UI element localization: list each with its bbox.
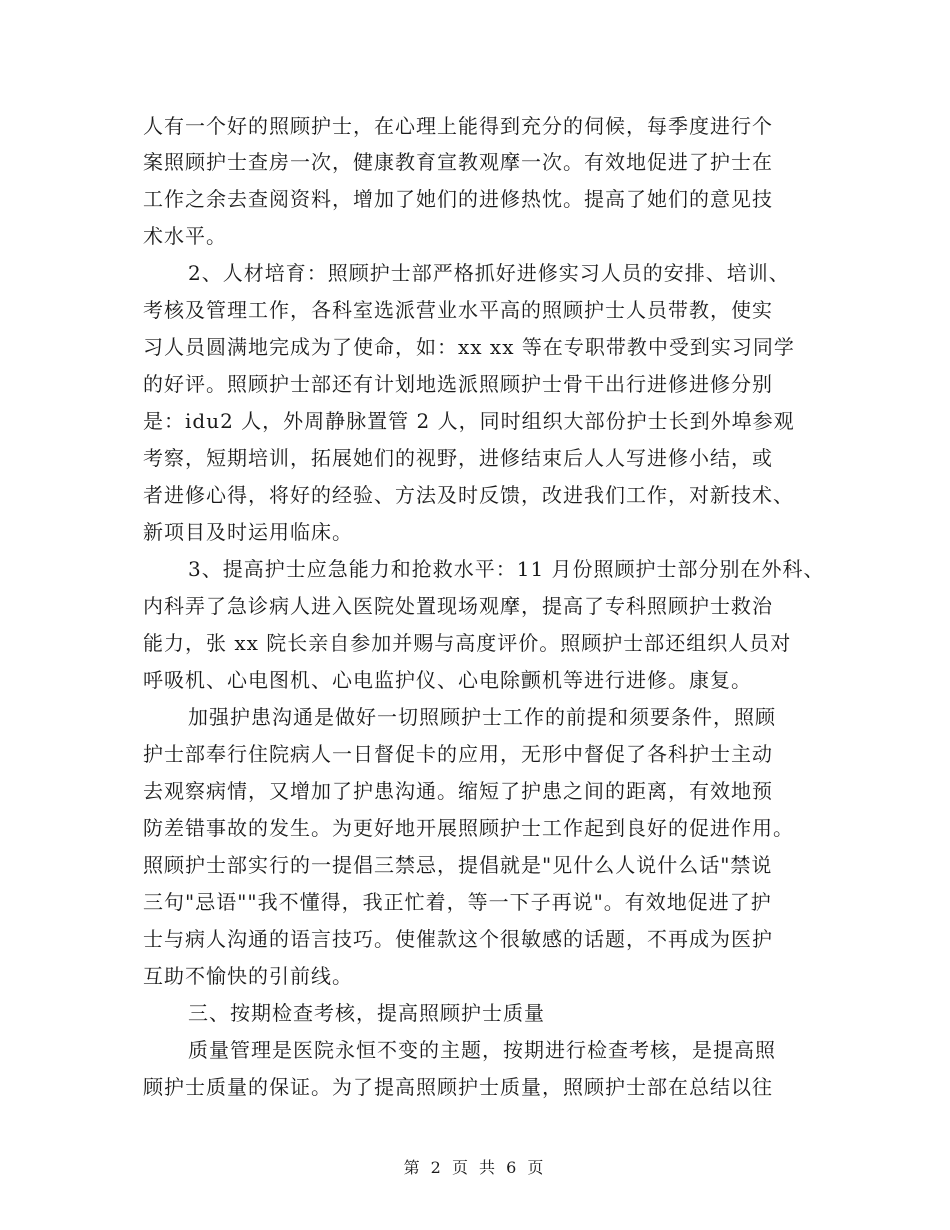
- paragraph-line: 加强护患沟通是做好一切照顾护士工作的前提和须要条件，照顾: [188, 705, 776, 729]
- paragraph-line: 呼吸机、心电图机、心电监护仪、心电除颤机等进行进修。康复。: [143, 668, 752, 692]
- paragraph-line: 者进修心得，将好的经验、方法及时反馈，改进我们工作，对新技术、: [143, 483, 794, 507]
- paragraph-line: 3、提高护士应急能力和抢救水平：11 月份照顾护士部分别在外科、: [188, 557, 825, 581]
- paragraph-line: 工作之余去查阅资料，增加了她们的进修热忱。提高了她们的意见技: [143, 187, 773, 211]
- paragraph-line: 三句"忌语""我不懂得，我正忙着，等一下子再说"。有效地促进了护: [143, 890, 772, 914]
- paragraph-line: 顾护士质量的保证。为了提高照顾护士质量，照顾护士部在总结以往: [143, 1075, 773, 1099]
- paragraph-line: 习人员圆满地完成为了使命，如：xx xx 等在专职带教中受到实习同学: [143, 335, 795, 359]
- paragraph-line: 防差错事故的发生。为更好地开展照顾护士工作起到良好的促进作用。: [143, 816, 794, 840]
- paragraph-line: 考察，短期培训，拓展她们的视野，进修结束后人人写进修小结，或: [143, 446, 773, 470]
- paragraph-line: 案照顾护士查房一次，健康教育宣教观摩一次。有效地促进了护士在: [143, 150, 773, 174]
- paragraph-line: 质量管理是医院永恒不变的主题，按期进行检查考核，是提高照: [188, 1038, 776, 1062]
- paragraph-line: 是：idu2 人，外周静脉置管 2 人，同时组织大部份护士长到外埠参观: [143, 409, 795, 433]
- paragraph-line: 照顾护士部实行的一提倡三禁忌，提倡就是"见什么人说什么话"禁说: [143, 853, 773, 877]
- paragraph-line: 人有一个好的照顾护士，在心理上能得到充分的伺候，每季度进行个: [143, 114, 773, 138]
- paragraph-line: 的好评。照顾护士部还有计划地选派照顾护士骨干出行进修进修分别: [143, 372, 773, 396]
- paragraph-line: 互助不愉快的引前线。: [143, 964, 353, 988]
- paragraph-line: 考核及管理工作，各科室选派营业水平高的照顾护士人员带教，使实: [143, 298, 773, 322]
- paragraph-line: 内科弄了急诊病人进入医院处置现场观摩，提高了专科照顾护士救治: [143, 594, 773, 618]
- section-heading: 三、按期检查考核，提高照顾护士质量: [188, 1001, 545, 1025]
- paragraph-line: 去观察病情，又增加了护患沟通。缩短了护患之间的距离，有效地预: [143, 779, 773, 803]
- paragraph-line: 2、人材培育：照顾护士部严格抓好进修实习人员的安排、培训、: [188, 261, 790, 285]
- paragraph-line: 士与病人沟通的语言技巧。使催款这个很敏感的话题，不再成为医护: [143, 927, 773, 951]
- paragraph-line: 新项目及时运用临床。: [143, 520, 353, 544]
- page-number-footer: 第 2 页 共 6 页: [403, 1158, 547, 1177]
- paragraph-line: 能力，张 xx 院长亲自参加并赐与高度评价。照顾护士部还组织人员对: [143, 631, 792, 655]
- paragraph-line: 术水平。: [143, 224, 227, 248]
- paragraph-line: 护士部奉行住院病人一日督促卡的应用，无形中督促了各科护士主动: [143, 742, 773, 766]
